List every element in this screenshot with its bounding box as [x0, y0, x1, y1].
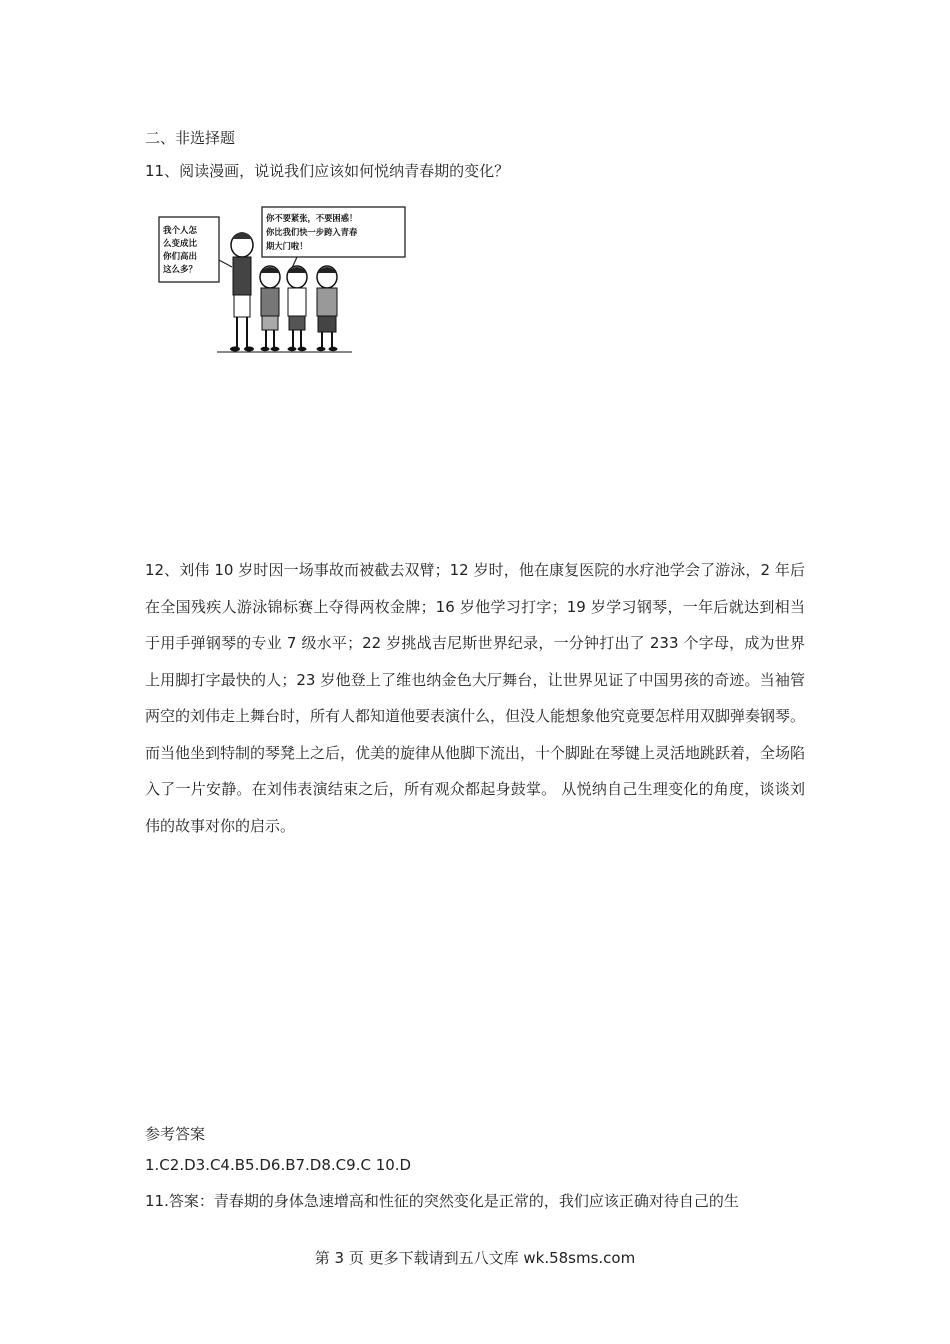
section-title: 二、非选择题 [145, 129, 236, 147]
answers-title: 参考答案 [145, 1125, 206, 1143]
comic-illustration [157, 205, 407, 355]
question-11: 11、阅读漫画，说说我们应该如何悦纳青春期的变化？ [145, 162, 510, 180]
answers-choices: 1.C2.D3.C4.B5.D6.B7.D8.C9.C 10.D [145, 1156, 412, 1174]
answer-11: 11.答案：青春期的身体急速增高和性征的突然变化是正常的，我们应该正确对待自己的生 [145, 1192, 739, 1210]
svg-text:期大门啦！: 期大门啦！ [266, 241, 308, 251]
svg-text:我个人怎: 我个人怎 [163, 226, 198, 236]
svg-text:么变成比: 么变成比 [163, 239, 198, 249]
page-footer: 第 3 页 更多下载请到五八文库 wk.58sms.com [314, 1249, 636, 1267]
svg-text:你们高出: 你们高出 [163, 252, 198, 262]
svg-text:你不要紧张，不要困惑！: 你不要紧张，不要困惑！ [266, 213, 358, 223]
svg-text:这么多？: 这么多？ [163, 265, 198, 275]
question-12: 12、刘伟 10 岁时因一场事故而被截去双臂；12 岁时，他在康复医院的水疗池学会了游泳，2 年后在全国残疾人游泳锦标赛上夺得两枚金牌；16 岁他学习打字；19 岁学习钢琴，一年后就达到相当于用手弹钢琴的专业 7 级水平；22 岁挑战吉尼斯世界纪录，一分钟打出了 233 个字母，成为世界上用脚打字最快的人；23 岁他登上了维也纳金色大厅舞台，让世界见证了中国男孩的奇迹。当袖管两空的刘伟走上舞台时，所有人都知道他要表演什么，但没人能想象他究竟要怎样用双脚弹奏钢琴。而当他坐到特制的琴凳上之后，优美的旋律从他脚下流出，十个脚趾在琴键上灵活地跳跃着，全场陷入了一片安静。在刘伟表演结束之后，所有观众都起身鼓掌。 从悦纳自己生理变化的角度，谈谈刘伟的故事对你的启示。 [145, 561, 806, 835]
svg-text:你比我们快一步跨入青春: 你比我们快一步跨入青春 [266, 227, 358, 237]
